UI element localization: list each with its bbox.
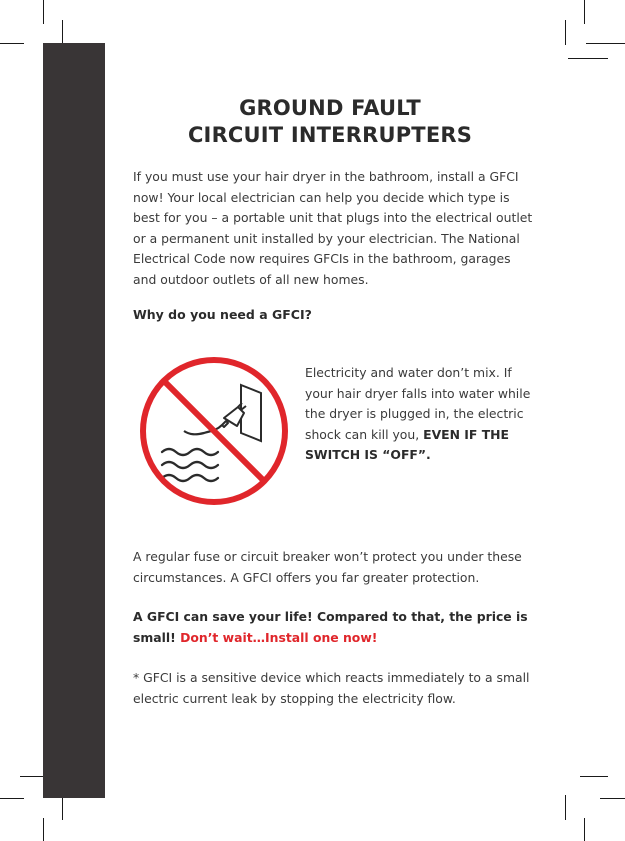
- save-life-paragraph: [133, 607, 533, 648]
- install-now-callout: Don’t wait…Install one now!: [180, 629, 378, 645]
- crop-mark-br-v2: [565, 795, 566, 820]
- intro-paragraph: If you must use your hair dryer in the bathroom, install a GFCI now! Your local electrician can help you decide which type is best for you – a portable unit that plugs into the electrical outlet or a permanent unit installed by your electrician. The National Electrical Code now requires GFCIs in the bathroom, garages and outdoor outlets of all new homes.: [133, 169, 533, 287]
- fuse-paragraph: A regular fuse or circuit breaker won’t protect you under these circumstances. A GFCI offers you far greater protection.: [133, 549, 522, 585]
- crop-mark-br-h: [580, 776, 608, 777]
- save-life-bold: A GFCI can save your life! Compared to that, the price is small!: [133, 609, 528, 645]
- title-line-2: CIRCUIT INTERRUPTERS: [187, 123, 473, 147]
- side-bleed-bar: [43, 43, 105, 798]
- crop-mark-tr-v2: [565, 20, 566, 45]
- crop-mark-tr-v: [584, 0, 585, 24]
- crop-mark-bl-h: [20, 776, 45, 777]
- crop-mark-tr-h: [586, 43, 625, 44]
- page-title: [130, 95, 530, 149]
- no-plug-near-water-icon: [138, 355, 290, 507]
- title-line-1: GROUND FAULT: [239, 96, 421, 120]
- crop-mark-bl-v: [43, 818, 44, 841]
- why-heading: Why do you need a GFCI?: [133, 307, 312, 322]
- warning-text-normal: Electricity and water don’t mix. If your hair dryer falls into water while the dryer is plugged in, the electric shock can kill you,: [305, 365, 531, 442]
- crop-mark-br-v: [584, 818, 585, 841]
- warning-text-bold: EVEN IF THE SWITCH IS “OFF”.: [305, 426, 509, 462]
- warning-text: [305, 363, 535, 466]
- gfci-footnote: * GFCI is a sensitive device which reacts immediately to a small electric current leak by stopping the electricity flow.: [133, 670, 530, 706]
- crop-mark-bl-h2: [0, 798, 24, 799]
- crop-mark-br-h2: [600, 798, 625, 799]
- crop-mark-bl-v2: [62, 795, 63, 820]
- crop-mark-tl-v: [43, 0, 44, 24]
- crop-mark-tr-h2: [568, 58, 608, 59]
- crop-mark-tl-v2: [62, 20, 63, 45]
- crop-mark-tl-h: [0, 43, 24, 44]
